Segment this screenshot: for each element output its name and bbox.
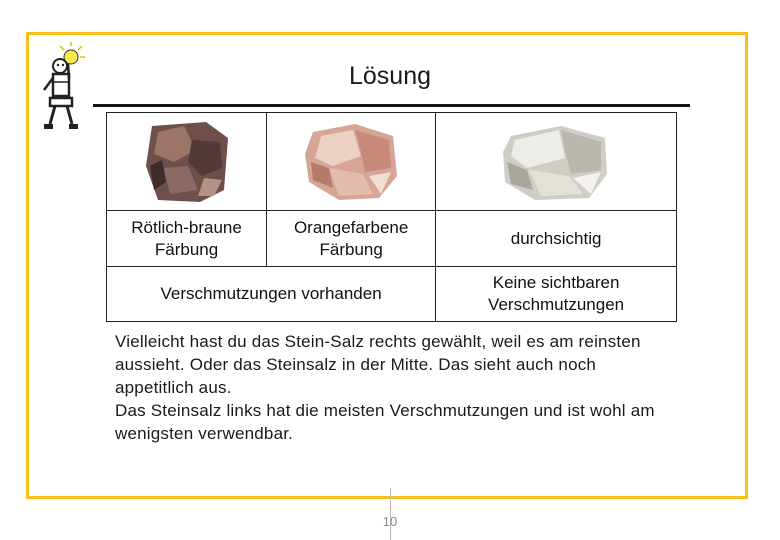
color-cell-middle: Orangefarbene Färbung	[267, 211, 436, 267]
color-cell-right: durchsichtig	[436, 211, 677, 267]
page-number: 10	[382, 514, 398, 529]
image-row	[107, 113, 677, 211]
color-row	[107, 211, 677, 267]
explanation-paragraph-2: Das Steinsalz links hat die meisten Verschmutzungen und ist wohl am wenigsten verwendbar.	[115, 401, 655, 443]
comparison-table	[106, 112, 677, 322]
image-cell-right	[436, 113, 677, 211]
contamination-cell-left: Verschmutzungen vorhanden	[107, 267, 436, 322]
clear-rock-salt-image	[501, 122, 611, 202]
color-cell-left: Rötlich-braune Färbung	[107, 211, 267, 267]
image-cell-middle	[267, 113, 436, 211]
reddish-rock-salt-image	[144, 120, 230, 204]
image-cell-left	[107, 113, 267, 211]
title-underline	[93, 104, 690, 107]
contamination-cell-right: Keine sichtbaren Verschmutzungen	[436, 267, 677, 322]
slide-title: Lösung	[348, 62, 432, 90]
contamination-row	[107, 267, 677, 322]
orange-rock-salt-image	[303, 122, 399, 202]
explanation-text	[115, 330, 675, 445]
explanation-paragraph-1: Vielleicht hast du das Stein-Salz rechts gewählt, weil es am reinsten aussieht. Oder das Steinsalz in der Mitte. Das sieht auch noch appetitlich aus.	[115, 332, 641, 397]
lightbulb-mascot-icon	[40, 42, 90, 134]
